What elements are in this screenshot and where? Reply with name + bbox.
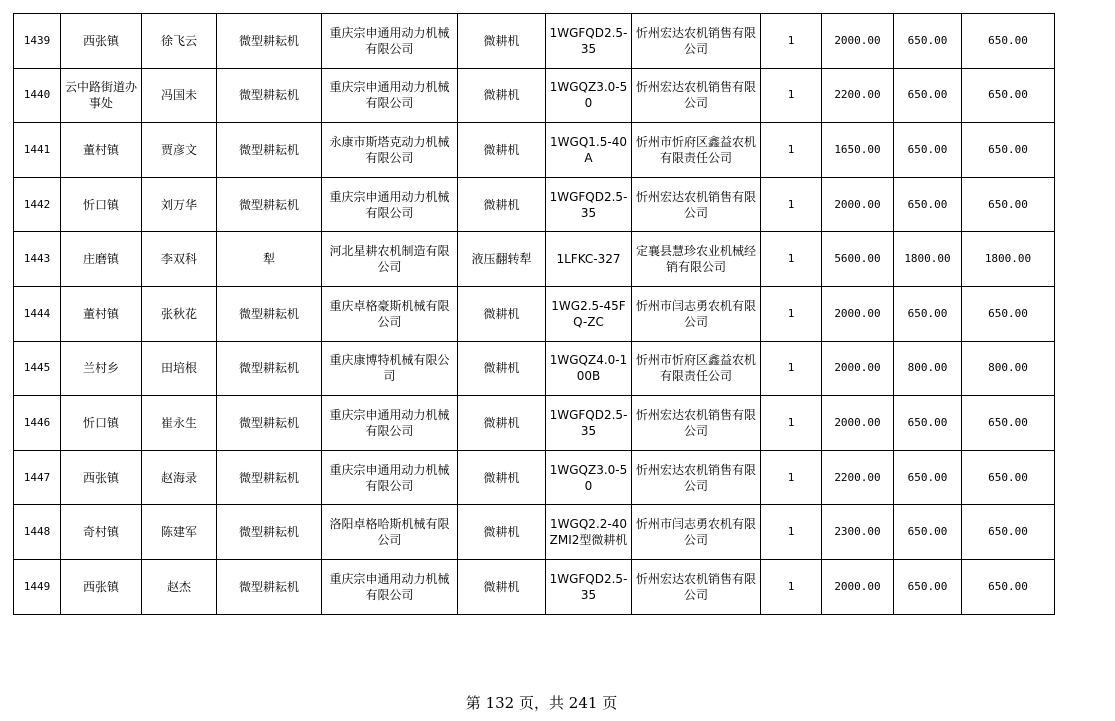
dealer-cell: 定襄县慧珍农业机械经销有限公司 bbox=[632, 232, 761, 287]
product-cell: 微耕机 bbox=[458, 286, 546, 341]
manufacturer-cell: 永康市斯塔克动力机械有限公司 bbox=[322, 123, 458, 178]
table-row bbox=[14, 396, 1055, 451]
product-cell: 微耕机 bbox=[458, 177, 546, 232]
subsidy-cell: 650.00 bbox=[894, 396, 962, 451]
price-cell: 2000.00 bbox=[822, 14, 894, 69]
dealer-cell: 忻州宏达农机销售有限公司 bbox=[632, 450, 761, 505]
dealer-cell: 忻州宏达农机销售有限公司 bbox=[632, 14, 761, 69]
dealer-cell: 忻州市忻府区鑫益农机有限责任公司 bbox=[632, 341, 761, 396]
table-row bbox=[14, 341, 1055, 396]
model-cell: 1WGFQD2.5-35 bbox=[546, 396, 632, 451]
product-cell: 微耕机 bbox=[458, 68, 546, 123]
manufacturer-cell: 重庆宗申通用动力机械有限公司 bbox=[322, 14, 458, 69]
price-cell: 2300.00 bbox=[822, 505, 894, 560]
price-cell: 5600.00 bbox=[822, 232, 894, 287]
subsidy-cell: 650.00 bbox=[894, 286, 962, 341]
manufacturer-cell: 重庆康博特机械有限公司 bbox=[322, 341, 458, 396]
model-cell: 1WG2.5-45FQ-ZC bbox=[546, 286, 632, 341]
manufacturer-cell: 重庆宗申通用动力机械有限公司 bbox=[322, 450, 458, 505]
serial-cell: 1439 bbox=[14, 14, 61, 69]
footer-suffix: 页 bbox=[602, 694, 618, 712]
subsidy-cell: 650.00 bbox=[894, 14, 962, 69]
quantity-cell: 1 bbox=[761, 559, 822, 614]
buyer-cell: 贾彦文 bbox=[142, 123, 217, 178]
total-subsidy-cell: 800.00 bbox=[962, 341, 1055, 396]
buyer-cell: 崔永生 bbox=[142, 396, 217, 451]
buyer-cell: 刘万华 bbox=[142, 177, 217, 232]
model-cell: 1WGQZ3.0-50 bbox=[546, 68, 632, 123]
total-subsidy-cell: 650.00 bbox=[962, 396, 1055, 451]
quantity-cell: 1 bbox=[761, 286, 822, 341]
town-cell: 西张镇 bbox=[61, 450, 142, 505]
manufacturer-cell: 重庆卓格豪斯机械有限公司 bbox=[322, 286, 458, 341]
category-cell: 微型耕耘机 bbox=[217, 396, 322, 451]
subsidy-cell: 650.00 bbox=[894, 450, 962, 505]
model-cell: 1WGFQD2.5-35 bbox=[546, 559, 632, 614]
product-cell: 微耕机 bbox=[458, 505, 546, 560]
total-subsidy-cell: 650.00 bbox=[962, 14, 1055, 69]
quantity-cell: 1 bbox=[761, 177, 822, 232]
subsidy-cell: 650.00 bbox=[894, 68, 962, 123]
model-cell: 1WGQ2.2-40ZMI2型微耕机 bbox=[546, 505, 632, 560]
town-cell: 西张镇 bbox=[61, 559, 142, 614]
town-cell: 奇村镇 bbox=[61, 505, 142, 560]
quantity-cell: 1 bbox=[761, 396, 822, 451]
category-cell: 微型耕耘机 bbox=[217, 123, 322, 178]
dealer-cell: 忻州市忻府区鑫益农机有限责任公司 bbox=[632, 123, 761, 178]
serial-cell: 1448 bbox=[14, 505, 61, 560]
product-cell: 微耕机 bbox=[458, 396, 546, 451]
manufacturer-cell: 重庆宗申通用动力机械有限公司 bbox=[322, 396, 458, 451]
manufacturer-cell: 重庆宗申通用动力机械有限公司 bbox=[322, 177, 458, 232]
table-row bbox=[14, 177, 1055, 232]
footer-prefix: 第 bbox=[465, 694, 481, 712]
subsidy-cell: 650.00 bbox=[894, 559, 962, 614]
buyer-cell: 李双科 bbox=[142, 232, 217, 287]
subsidy-cell: 650.00 bbox=[894, 123, 962, 178]
model-cell: 1WGQZ3.0-50 bbox=[546, 450, 632, 505]
subsidy-table bbox=[13, 13, 1055, 615]
product-cell: 微耕机 bbox=[458, 450, 546, 505]
product-cell: 微耕机 bbox=[458, 14, 546, 69]
dealer-cell: 忻州宏达农机销售有限公司 bbox=[632, 559, 761, 614]
subsidy-cell: 800.00 bbox=[894, 341, 962, 396]
serial-cell: 1449 bbox=[14, 559, 61, 614]
buyer-cell: 田培根 bbox=[142, 341, 217, 396]
product-cell: 微耕机 bbox=[458, 341, 546, 396]
total-subsidy-cell: 650.00 bbox=[962, 123, 1055, 178]
quantity-cell: 1 bbox=[761, 450, 822, 505]
serial-cell: 1446 bbox=[14, 396, 61, 451]
buyer-cell: 徐飞云 bbox=[142, 14, 217, 69]
total-subsidy-cell: 650.00 bbox=[962, 177, 1055, 232]
dealer-cell: 忻州宏达农机销售有限公司 bbox=[632, 177, 761, 232]
town-cell: 庄磨镇 bbox=[61, 232, 142, 287]
table-row bbox=[14, 68, 1055, 123]
category-cell: 犁 bbox=[217, 232, 322, 287]
serial-cell: 1443 bbox=[14, 232, 61, 287]
dealer-cell: 忻州市闫志勇农机有限公司 bbox=[632, 286, 761, 341]
town-cell: 董村镇 bbox=[61, 123, 142, 178]
town-cell: 云中路街道办事处 bbox=[61, 68, 142, 123]
quantity-cell: 1 bbox=[761, 505, 822, 560]
table-row bbox=[14, 286, 1055, 341]
subsidy-cell: 1800.00 bbox=[894, 232, 962, 287]
price-cell: 2000.00 bbox=[822, 177, 894, 232]
total-subsidy-cell: 650.00 bbox=[962, 505, 1055, 560]
total-subsidy-cell: 650.00 bbox=[962, 68, 1055, 123]
quantity-cell: 1 bbox=[761, 123, 822, 178]
manufacturer-cell: 洛阳卓格哈斯机械有限公司 bbox=[322, 505, 458, 560]
town-cell: 兰村乡 bbox=[61, 341, 142, 396]
price-cell: 2000.00 bbox=[822, 396, 894, 451]
quantity-cell: 1 bbox=[761, 341, 822, 396]
subsidy-cell: 650.00 bbox=[894, 177, 962, 232]
buyer-cell: 赵杰 bbox=[142, 559, 217, 614]
buyer-cell: 张秋花 bbox=[142, 286, 217, 341]
dealer-cell: 忻州宏达农机销售有限公司 bbox=[632, 396, 761, 451]
page-footer bbox=[0, 692, 1083, 713]
serial-cell: 1440 bbox=[14, 68, 61, 123]
price-cell: 2200.00 bbox=[822, 450, 894, 505]
price-cell: 2200.00 bbox=[822, 68, 894, 123]
manufacturer-cell: 重庆宗申通用动力机械有限公司 bbox=[322, 559, 458, 614]
total-subsidy-cell: 650.00 bbox=[962, 559, 1055, 614]
serial-cell: 1445 bbox=[14, 341, 61, 396]
town-cell: 忻口镇 bbox=[61, 177, 142, 232]
category-cell: 微型耕耘机 bbox=[217, 559, 322, 614]
product-cell: 液压翻转犁 bbox=[458, 232, 546, 287]
table-row bbox=[14, 505, 1055, 560]
serial-cell: 1441 bbox=[14, 123, 61, 178]
town-cell: 忻口镇 bbox=[61, 396, 142, 451]
price-cell: 1650.00 bbox=[822, 123, 894, 178]
manufacturer-cell: 河北星耕农机制造有限公司 bbox=[322, 232, 458, 287]
serial-cell: 1444 bbox=[14, 286, 61, 341]
category-cell: 微型耕耘机 bbox=[217, 68, 322, 123]
quantity-cell: 1 bbox=[761, 68, 822, 123]
dealer-cell: 忻州市闫志勇农机有限公司 bbox=[632, 505, 761, 560]
total-subsidy-cell: 650.00 bbox=[962, 450, 1055, 505]
buyer-cell: 赵海录 bbox=[142, 450, 217, 505]
subsidy-cell: 650.00 bbox=[894, 505, 962, 560]
buyer-cell: 冯国未 bbox=[142, 68, 217, 123]
footer-mid: 页，共 bbox=[518, 694, 564, 712]
dealer-cell: 忻州宏达农机销售有限公司 bbox=[632, 68, 761, 123]
total-subsidy-cell: 1800.00 bbox=[962, 232, 1055, 287]
product-cell: 微耕机 bbox=[458, 123, 546, 178]
model-cell: 1WGFQD2.5-35 bbox=[546, 177, 632, 232]
category-cell: 微型耕耘机 bbox=[217, 14, 322, 69]
product-cell: 微耕机 bbox=[458, 559, 546, 614]
serial-cell: 1447 bbox=[14, 450, 61, 505]
table-body bbox=[14, 14, 1055, 615]
table-row bbox=[14, 450, 1055, 505]
category-cell: 微型耕耘机 bbox=[217, 341, 322, 396]
price-cell: 2000.00 bbox=[822, 286, 894, 341]
table-row bbox=[14, 123, 1055, 178]
price-cell: 2000.00 bbox=[822, 341, 894, 396]
model-cell: 1WGQZ4.0-100B bbox=[546, 341, 632, 396]
category-cell: 微型耕耘机 bbox=[217, 177, 322, 232]
model-cell: 1WGFQD2.5-35 bbox=[546, 14, 632, 69]
category-cell: 微型耕耘机 bbox=[217, 505, 322, 560]
serial-cell: 1442 bbox=[14, 177, 61, 232]
table-row bbox=[14, 559, 1055, 614]
current-page-number: 132 bbox=[485, 694, 515, 712]
manufacturer-cell: 重庆宗申通用动力机械有限公司 bbox=[322, 68, 458, 123]
town-cell: 西张镇 bbox=[61, 14, 142, 69]
category-cell: 微型耕耘机 bbox=[217, 286, 322, 341]
total-pages-number: 241 bbox=[568, 694, 598, 712]
model-cell: 1LFKC-327 bbox=[546, 232, 632, 287]
town-cell: 董村镇 bbox=[61, 286, 142, 341]
quantity-cell: 1 bbox=[761, 14, 822, 69]
price-cell: 2000.00 bbox=[822, 559, 894, 614]
category-cell: 微型耕耘机 bbox=[217, 450, 322, 505]
quantity-cell: 1 bbox=[761, 232, 822, 287]
table-row bbox=[14, 232, 1055, 287]
model-cell: 1WGQ1.5-40A bbox=[546, 123, 632, 178]
buyer-cell: 陈建军 bbox=[142, 505, 217, 560]
total-subsidy-cell: 650.00 bbox=[962, 286, 1055, 341]
table-row bbox=[14, 14, 1055, 69]
